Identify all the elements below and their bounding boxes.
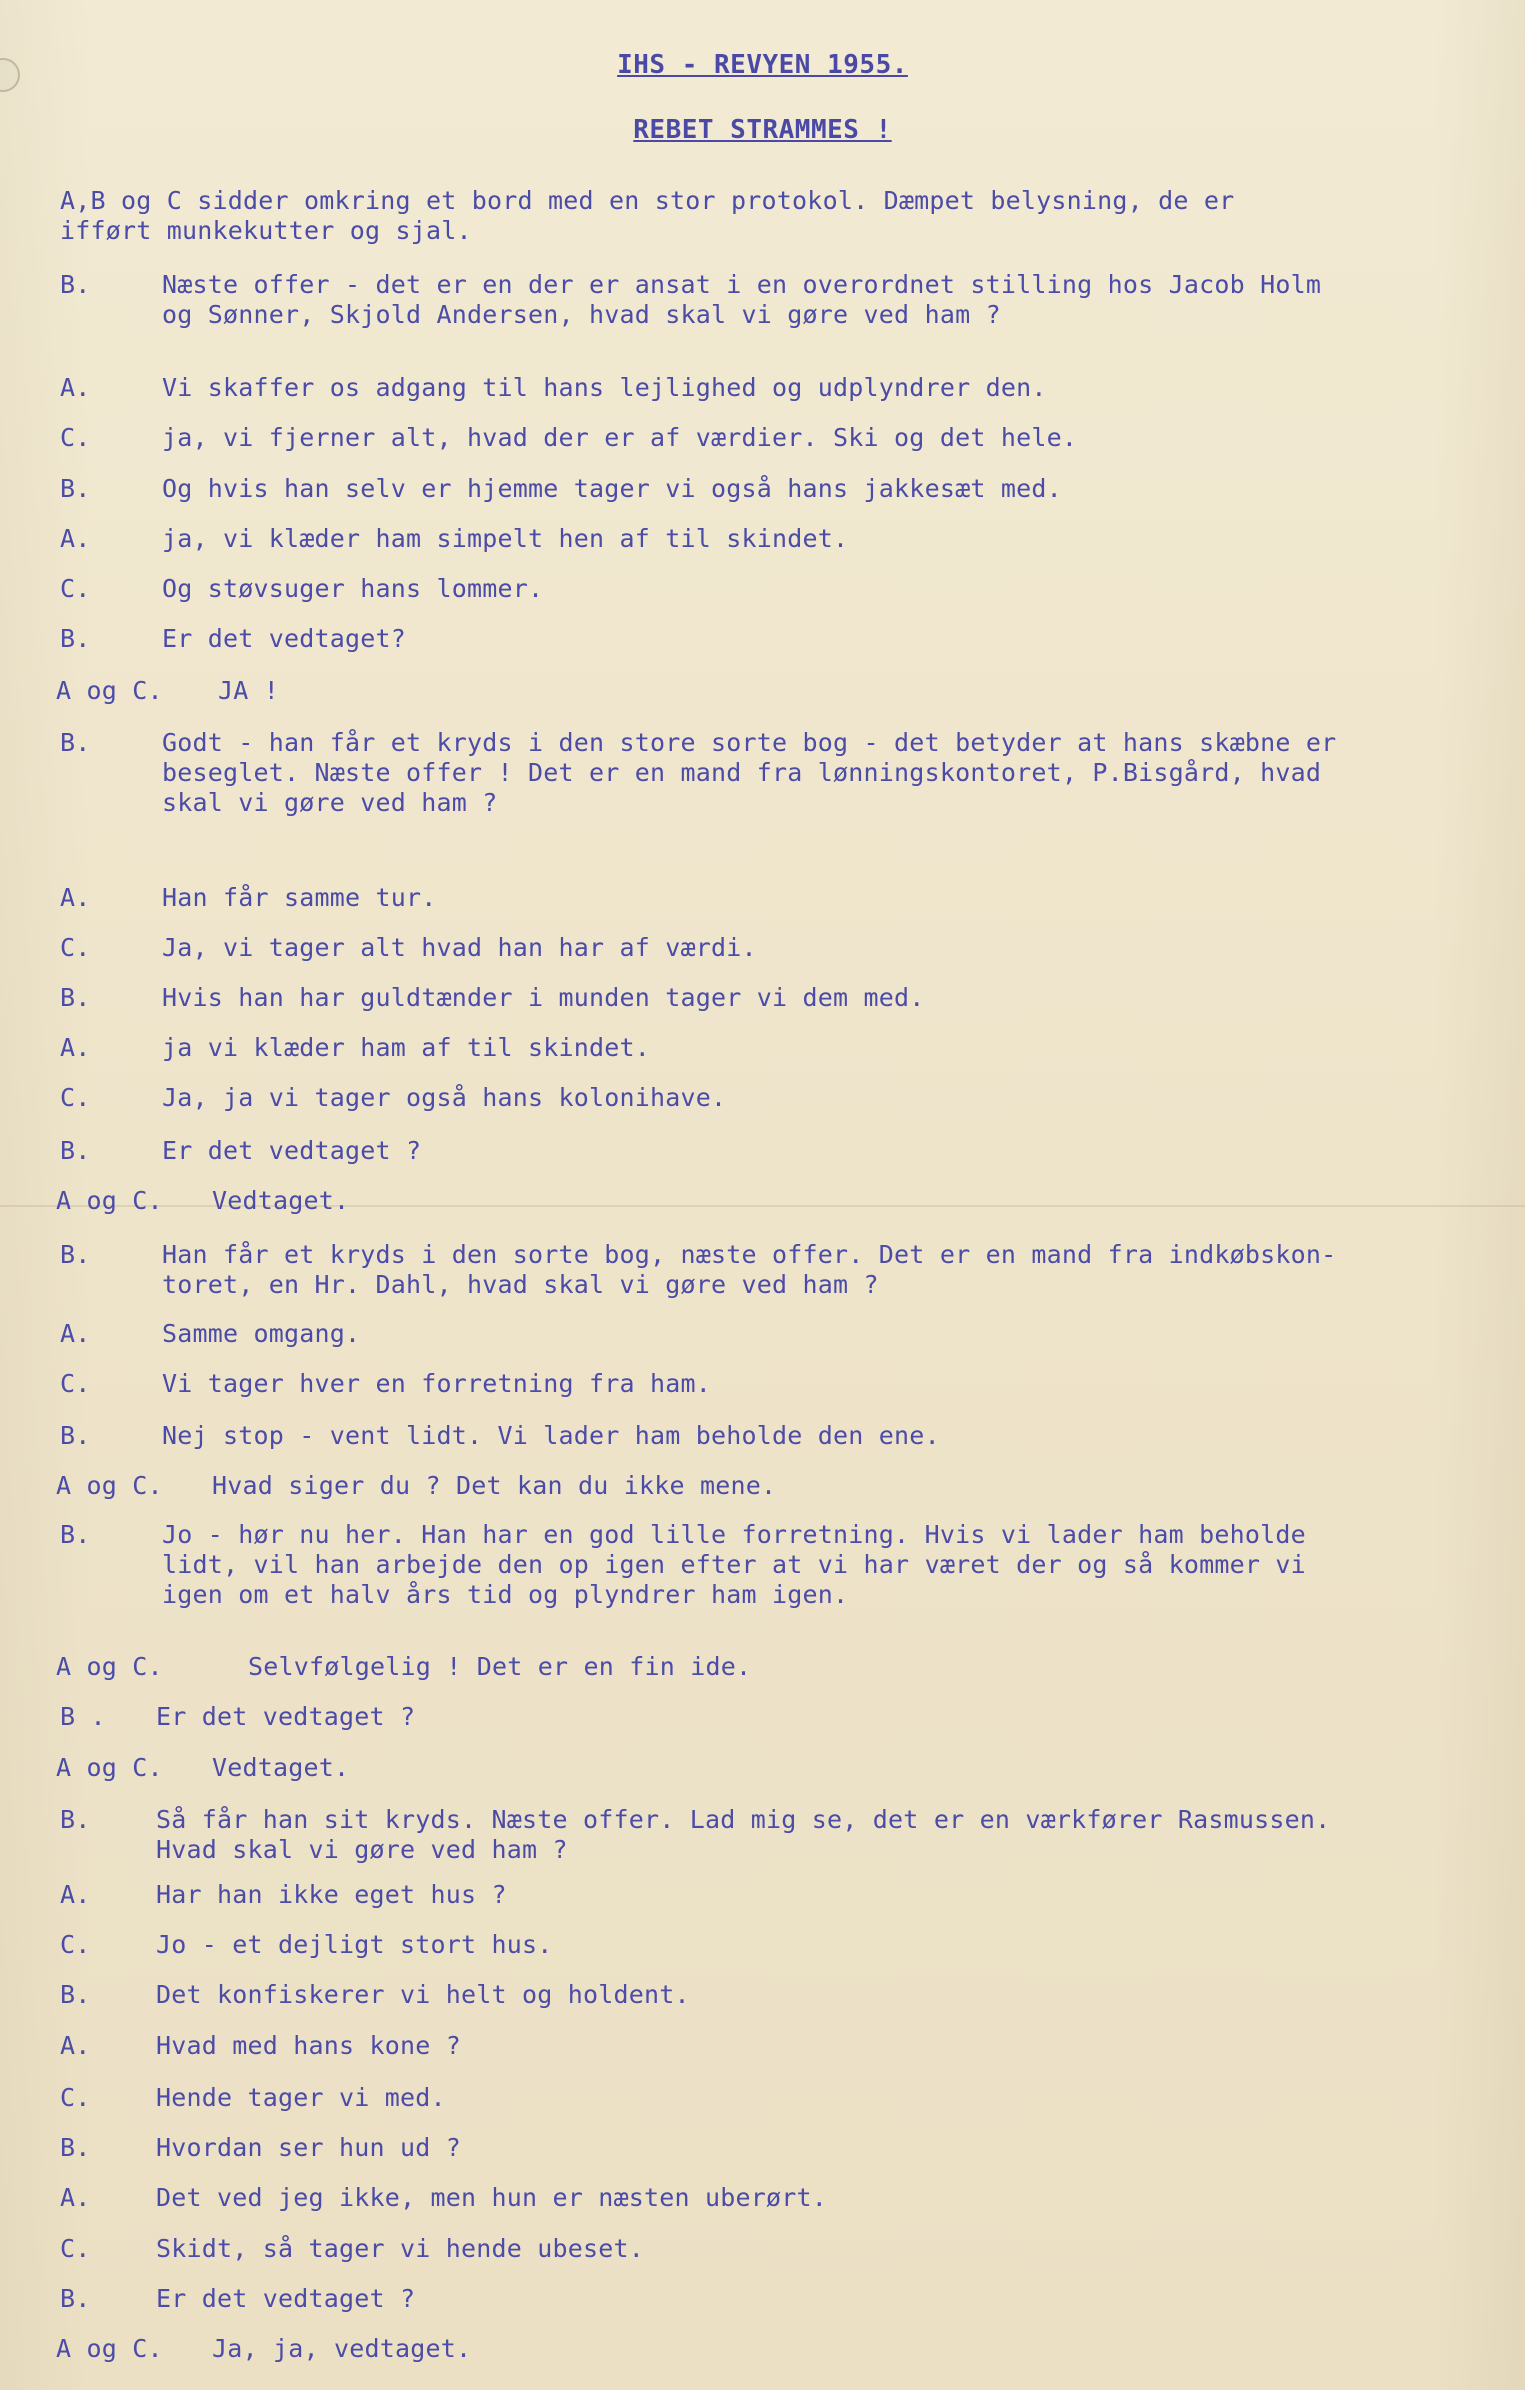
speaker-label: A og C. xyxy=(56,1652,163,1681)
speech-text: Hvad med hans kone ? xyxy=(156,2031,462,2060)
speaker-label: A. xyxy=(60,1319,91,1348)
speech-text: Det konfiskerer vi helt og holdent. xyxy=(156,1980,690,2009)
speaker-label: A og C. xyxy=(56,676,163,705)
speaker-label: A og C. xyxy=(56,1471,163,1500)
speech-text: Godt - han får et kryds i den store sorte bog - det betyder at hans skæbne er beseglet. Næste offer ! Det er en mand fra lønningskontoret, P.Bisgård, hvad skal vi gøre ved ham ? xyxy=(162,728,1337,817)
speaker-label: C. xyxy=(60,574,91,603)
speaker-label: A. xyxy=(60,2031,91,2060)
revue-title: IHS - REVYEN 1955. xyxy=(617,50,908,80)
speaker-label: B. xyxy=(60,2284,91,2313)
speaker-label: B. xyxy=(60,1240,91,1269)
speaker-label: B. xyxy=(60,1421,91,1450)
speaker-label: B. xyxy=(60,624,91,653)
speaker-label: C. xyxy=(60,933,91,962)
speaker-label: B. xyxy=(60,983,91,1012)
speech-text: Vi tager hver en forretning fra ham. xyxy=(162,1369,712,1398)
speech-text: Er det vedtaget? xyxy=(162,624,407,653)
speaker-label: C. xyxy=(60,423,91,452)
speech-text: ja, vi fjerner alt, hvad der er af værdier. Ski og det hele. xyxy=(162,423,1078,452)
speaker-label: B. xyxy=(60,474,91,503)
speech-text: ja vi klæder ham af til skindet. xyxy=(162,1033,651,1062)
speaker-label: C. xyxy=(60,2083,91,2112)
speaker-label: B. xyxy=(60,2133,91,2162)
speech-text: Og støvsuger hans lommer. xyxy=(162,574,544,603)
speaker-label: A og C. xyxy=(56,1753,163,1782)
speech-text: Jo - et dejligt stort hus. xyxy=(156,1930,553,1959)
speaker-label: C. xyxy=(60,1083,91,1112)
speech-text: Så får han sit kryds. Næste offer. Lad mig se, det er en værkfører Rasmussen. Hvad skal vi gøre ved ham ? xyxy=(156,1805,1331,1864)
speaker-label: B. xyxy=(60,1805,91,1834)
speech-text: Er det vedtaget ? xyxy=(156,1702,416,1731)
stage-direction: A,B og C sidder omkring et bord med en stor protokol. Dæmpet belysning, de er ifført munkekutter og sjal. xyxy=(60,186,1235,245)
speaker-label: A. xyxy=(60,524,91,553)
speech-text: Det ved jeg ikke, men hun er næsten uberørt. xyxy=(156,2183,828,2212)
speech-text: Vedtaget. xyxy=(212,1186,350,1215)
speaker-label: C. xyxy=(60,1369,91,1398)
speaker-label: B . xyxy=(60,1702,106,1731)
speaker-label: A. xyxy=(60,883,91,912)
speaker-label: A. xyxy=(60,373,91,402)
speech-text: Ja, ja vi tager også hans kolonihave. xyxy=(162,1083,727,1112)
speech-text: Han får et kryds i den sorte bog, næste offer. Det er en mand fra indkøbskon- toret, en Hr. Dahl, hvad skal vi gøre ved ham ? xyxy=(162,1240,1337,1299)
speech-text: Samme omgang. xyxy=(162,1319,361,1348)
speaker-label: B. xyxy=(60,1520,91,1549)
speaker-label: B. xyxy=(60,270,91,299)
speaker-label: A. xyxy=(60,2183,91,2212)
speech-text: Ja, ja, vedtaget. xyxy=(212,2334,472,2363)
speech-text: Hende tager vi med. xyxy=(156,2083,446,2112)
speech-text: Nej stop - vent lidt. Vi lader ham beholde den ene. xyxy=(162,1421,940,1450)
speech-text: Hvad siger du ? Det kan du ikke mene. xyxy=(212,1471,777,1500)
speech-text: Er det vedtaget ? xyxy=(162,1136,422,1165)
speech-text: Han får samme tur. xyxy=(162,883,437,912)
speech-text: Hvis han har guldtænder i munden tager vi dem med. xyxy=(162,983,925,1012)
speech-text: Ja, vi tager alt hvad han har af værdi. xyxy=(162,933,757,962)
speech-text: ja, vi klæder ham simpelt hen af til skindet. xyxy=(162,524,849,553)
speaker-label: B. xyxy=(60,728,91,757)
speaker-label: B. xyxy=(60,1136,91,1165)
speaker-label: C. xyxy=(60,1930,91,1959)
speech-text: Er det vedtaget ? xyxy=(156,2284,416,2313)
speaker-label: C. xyxy=(60,2234,91,2263)
speaker-label: A. xyxy=(60,1880,91,1909)
sketch-title: REBET STRAMMES ! xyxy=(633,115,892,145)
speech-text: Har han ikke eget hus ? xyxy=(156,1880,507,1909)
speech-text: Skidt, så tager vi hende ubeset. xyxy=(156,2234,645,2263)
speaker-label: B. xyxy=(60,1980,91,2009)
speech-text: Og hvis han selv er hjemme tager vi også hans jakkesæt med. xyxy=(162,474,1062,503)
speech-text: JA ! xyxy=(218,676,280,705)
speech-text: Vedtaget. xyxy=(212,1753,350,1782)
speech-text: Hvordan ser hun ud ? xyxy=(156,2133,462,2162)
speaker-label: A. xyxy=(60,1033,91,1062)
speech-text: Næste offer - det er en der er ansat i en overordnet stilling hos Jacob Holm og Sønner, Skjold Andersen, hvad skal vi gøre ved ham ? xyxy=(162,270,1322,329)
speaker-label: A og C. xyxy=(56,2334,163,2363)
speech-text: Jo - hør nu her. Han har en god lille forretning. Hvis vi lader ham beholde lidt, vil han arbejde den op igen efter at vi har været der og så kommer vi igen om et halv års tid og plyndrer ham igen. xyxy=(162,1520,1306,1609)
speech-text: Vi skaffer os adgang til hans lejlighed og udplyndrer den. xyxy=(162,373,1047,402)
speech-text: Selvfølgelig ! Det er en fin ide. xyxy=(248,1652,752,1681)
speaker-label: A og C. xyxy=(56,1186,163,1215)
